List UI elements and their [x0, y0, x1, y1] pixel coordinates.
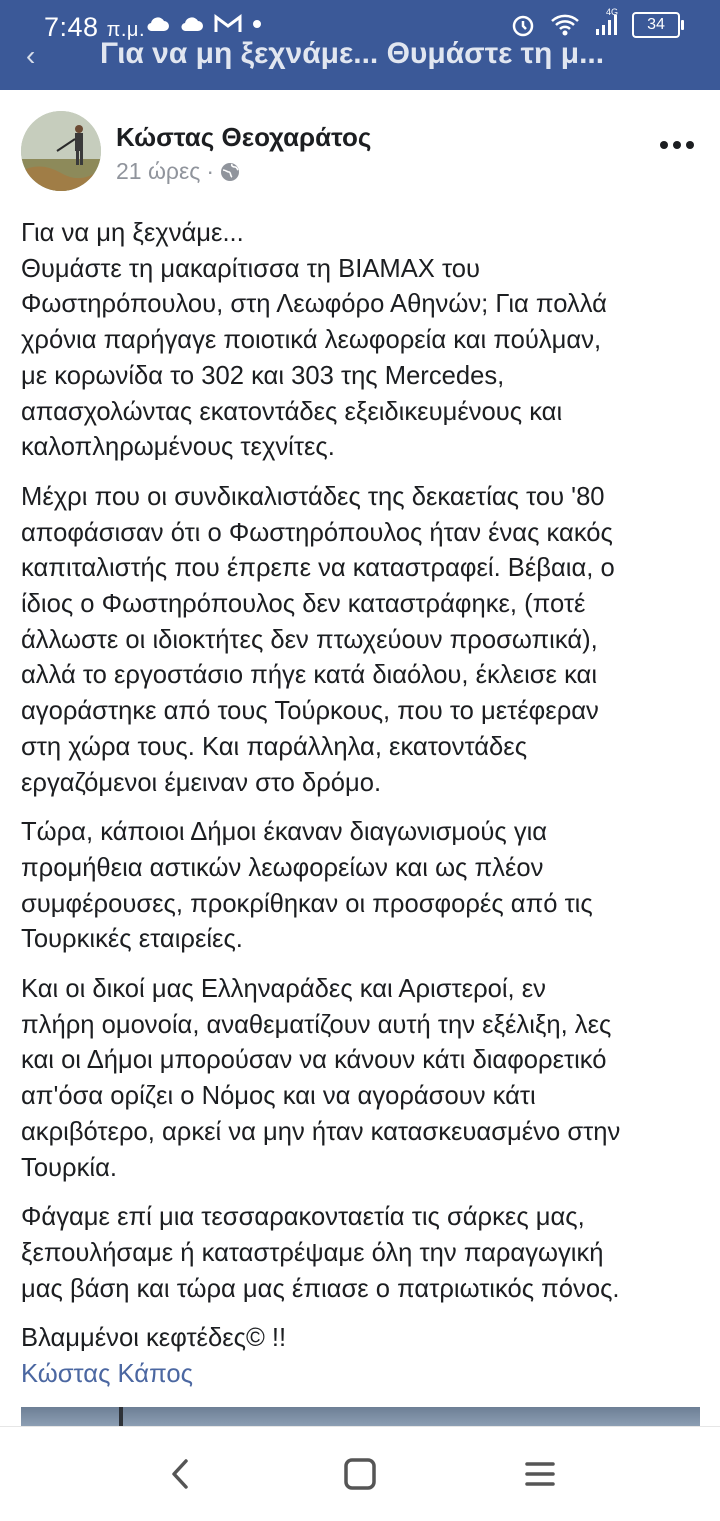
cloud-icon	[180, 15, 204, 33]
post-line: απ'όσα ορίζει ο Νόμος και να αγοράσουν κάτι	[21, 1082, 536, 1111]
post-line: Και οι δικοί μας Ελληναράδες και Αριστεροί, εν	[21, 975, 546, 1004]
post-line: αλλά το εργοστάσιο πήγε κατά διαόλου, έκλεισε και	[21, 661, 598, 690]
post-header	[0, 108, 720, 194]
post-text	[21, 216, 705, 1393]
avatar[interactable]	[21, 111, 101, 191]
post-line: απασχολώντας εκατοντάδες εξειδικευμένους και	[21, 397, 563, 426]
image-pole-detail	[119, 1407, 123, 1427]
status-time-ampm: π.μ.	[106, 19, 146, 41]
alarm-icon	[510, 12, 536, 38]
recents-nav-button[interactable]	[510, 1451, 570, 1497]
post-author-name[interactable]: Κώστας Θεοχαράτος	[116, 122, 372, 152]
dot-icon	[252, 19, 262, 29]
post-paragraph	[21, 480, 705, 801]
post-line: μας βάση και τώρα μας έπιασε ο πατριωτικός πόνος.	[21, 1274, 620, 1303]
post-line: προμήθεια αστικών λεωφορείων και ως πλέον	[21, 853, 544, 882]
post-line: ξεπουλήσαμε ή καταστρέψαμε όλη την παραγωγική	[21, 1238, 604, 1267]
system-navigation-bar	[0, 1426, 720, 1521]
post-line: χρόνια παρήγαγε ποιοτικά λεωφορεία και πούλμαν,	[21, 326, 602, 355]
network-type: 4G	[605, 7, 618, 17]
wifi-icon	[550, 13, 580, 37]
post-paragraph	[21, 216, 705, 466]
post-line: αποφάσισαν ότι ο Φωστηρόπουλος ήταν ένας κακός	[21, 518, 613, 547]
post-closing: Βλαμμένοι κεφτέδες© !!	[21, 1324, 287, 1353]
meta-separator: ·	[206, 158, 215, 184]
post-line: καλοπληρωμένους τεχνίτες.	[21, 433, 335, 462]
post-line: Τουρκικές εταιρείες.	[21, 925, 243, 954]
post-line: αγοράστηκε από τους Τούρκους, που το μετέφεραν	[21, 697, 599, 726]
back-arrow-icon[interactable]: ‹	[26, 40, 36, 71]
post-line: πλήρη ομονοία, αναθεματίζουν αυτή την εξέλιξη, λες	[21, 1010, 612, 1039]
back-nav-button[interactable]	[150, 1451, 210, 1497]
recents-nav-icon	[525, 1459, 555, 1489]
page-title: Για να μη ξεχνάμε... Θυμάστε τη μ...	[100, 37, 605, 70]
post-line: Φωστηρόπουλου, στη Λεωφόρο Αθηνών; Για πολλά	[21, 290, 607, 319]
post-paragraph	[21, 1200, 705, 1307]
status-time	[44, 12, 145, 43]
post-paragraph	[21, 815, 705, 958]
post-line: Τουρκία.	[21, 1153, 118, 1182]
post-line: και οι Δήμοι μπορούσαν να κάνουν κάτι διαφορετικό	[21, 1046, 607, 1075]
post-line: ίδιος ο Φωστηρόπουλος δεν καταστράφηκε, (ποτέ	[21, 590, 586, 619]
home-nav-button[interactable]	[330, 1451, 390, 1497]
post-line: Τώρα, κάποιοι Δήμοι έκαναν διαγωνισμούς για	[21, 818, 548, 847]
post-line: εργαζόμενοι έμειναν στο δρόμο.	[21, 768, 382, 797]
status-time-value: 7:48	[44, 12, 99, 42]
more-icon-dot	[686, 141, 694, 149]
battery-icon: 34	[632, 12, 680, 38]
post-line: Φάγαμε επί μια τεσσαρακονταετία τις σάρκες μας,	[21, 1203, 585, 1232]
post-line: Για να μη ξεχνάμε...	[21, 219, 244, 247]
post-time[interactable]: 21 ώρες	[116, 158, 201, 184]
post-line: Θυμάστε τη μακαρίτισσα τη ΒΙΑΜΑΧ του	[21, 254, 480, 283]
post-line: με κορωνίδα το 302 και 303 της Mercedes,	[21, 361, 505, 390]
gmail-icon	[214, 14, 242, 34]
post-line: Μέχρι που οι συνδικαλιστάδες της δεκαετίας του '80	[21, 482, 605, 511]
app-top-bar	[0, 0, 720, 90]
back-nav-icon	[168, 1457, 192, 1491]
post-image[interactable]	[21, 1407, 700, 1427]
post-line: ακριβότερο, αρκεί να μην ήταν κατασκευασμένο στην	[21, 1117, 621, 1146]
more-options-button[interactable]	[652, 130, 702, 160]
globe-icon	[220, 162, 240, 182]
post-line: στη χώρα τους. Και παράλληλα, εκατοντάδες	[21, 732, 528, 761]
home-nav-icon	[343, 1457, 377, 1491]
post-paragraph	[21, 1321, 705, 1392]
post-paragraph	[21, 972, 705, 1186]
post-line: συμφέρουσες, προκρίθηκαν οι προσφορές από τις	[21, 889, 593, 918]
more-icon-dot	[673, 141, 681, 149]
cloud-icon	[146, 15, 170, 33]
status-bar	[0, 0, 720, 58]
more-icon	[660, 141, 668, 149]
post-meta	[116, 158, 240, 185]
post-line: άλλωστε οι ιδιοκτήτες δεν πτωχεύουν προσωπικά),	[21, 625, 598, 654]
post-line: καπιταλιστής που έπρεπε να καταστραφεί. Βέβαια, ο	[21, 554, 615, 583]
signal-icon	[594, 7, 618, 37]
tagged-user-link[interactable]: Κώστας Κάπος	[21, 1360, 193, 1389]
